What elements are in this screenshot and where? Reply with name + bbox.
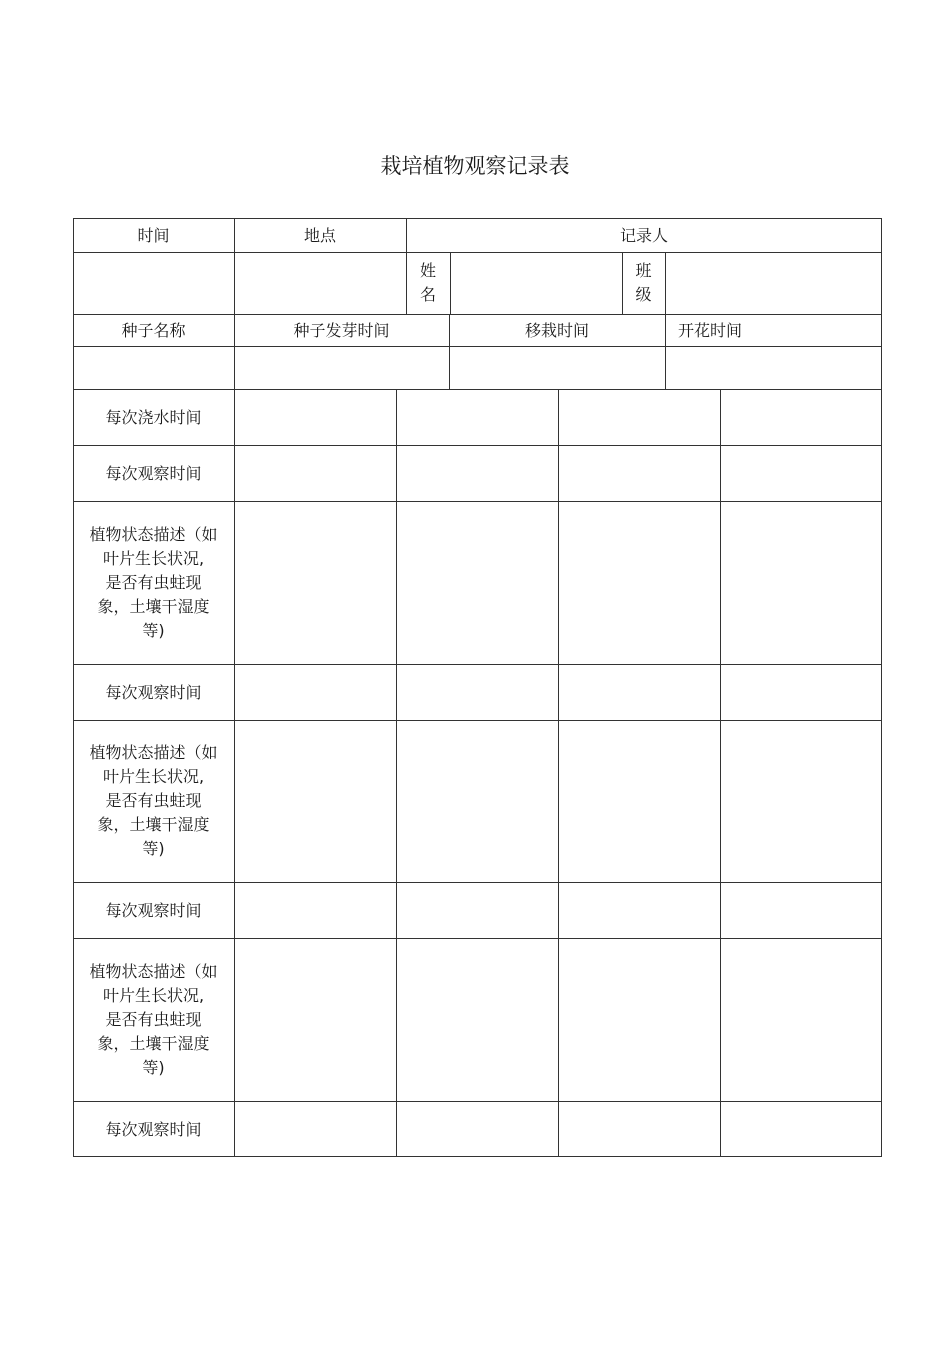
plant-description-label [73, 938, 234, 1101]
divider [665, 252, 666, 315]
seed-name-label: 种子名称 [121, 320, 186, 340]
divider [234, 389, 235, 1157]
header-time: 时间 [137, 225, 170, 245]
description-line: 植物状态描述（如 [89, 524, 218, 544]
divider [73, 252, 882, 253]
description-line: 等) [142, 839, 165, 858]
flowering-time-label: 开花时间 [677, 320, 742, 340]
plant-description-label [73, 501, 234, 664]
description-line: 象，土壤干湿度 [97, 815, 210, 834]
observation-time-label: 每次观察时间 [105, 682, 202, 702]
observation-time-label: 每次观察时间 [105, 463, 202, 483]
name-label-char: 名 [419, 285, 436, 304]
class-label-char: 级 [635, 285, 652, 304]
description-line: 植物状态描述（如 [89, 961, 218, 981]
observation-time-label: 每次观察时间 [105, 1119, 202, 1139]
divider [450, 252, 451, 315]
plant-description-label [73, 720, 234, 882]
name-label-char: 姓 [419, 261, 436, 280]
description-line: 是否有虫蛀现 [105, 1009, 202, 1029]
name-label [406, 252, 450, 314]
description-line: 叶片生长状况, [102, 985, 205, 1005]
description-line: 叶片生长状况, [102, 767, 205, 786]
page-title: 栽培植物观察记录表 [380, 154, 570, 178]
divider [558, 389, 559, 1157]
description-line: 象，土壤干湿度 [97, 1033, 210, 1053]
description-line: 等) [142, 1057, 165, 1077]
description-line: 是否有虫蛀现 [105, 791, 202, 810]
divider [73, 346, 882, 347]
observation-time-label: 每次观察时间 [105, 900, 202, 920]
header-recorder: 记录人 [619, 225, 668, 245]
divider [396, 389, 397, 1157]
class-label-char: 班 [635, 261, 652, 280]
watering-time-label: 每次浇水时间 [105, 407, 202, 427]
description-line: 叶片生长状况, [102, 548, 205, 568]
description-line: 象，土壤干湿度 [97, 596, 210, 616]
class-label [622, 252, 665, 314]
header-place: 地点 [303, 225, 336, 245]
description-line: 是否有虫蛀现 [105, 572, 202, 592]
germination-time-label: 种子发芽时间 [293, 320, 390, 340]
description-line: 植物状态描述（如 [89, 743, 218, 762]
description-line: 等) [142, 620, 165, 640]
divider [720, 389, 721, 1157]
transplant-time-label: 移栽时间 [524, 320, 589, 340]
